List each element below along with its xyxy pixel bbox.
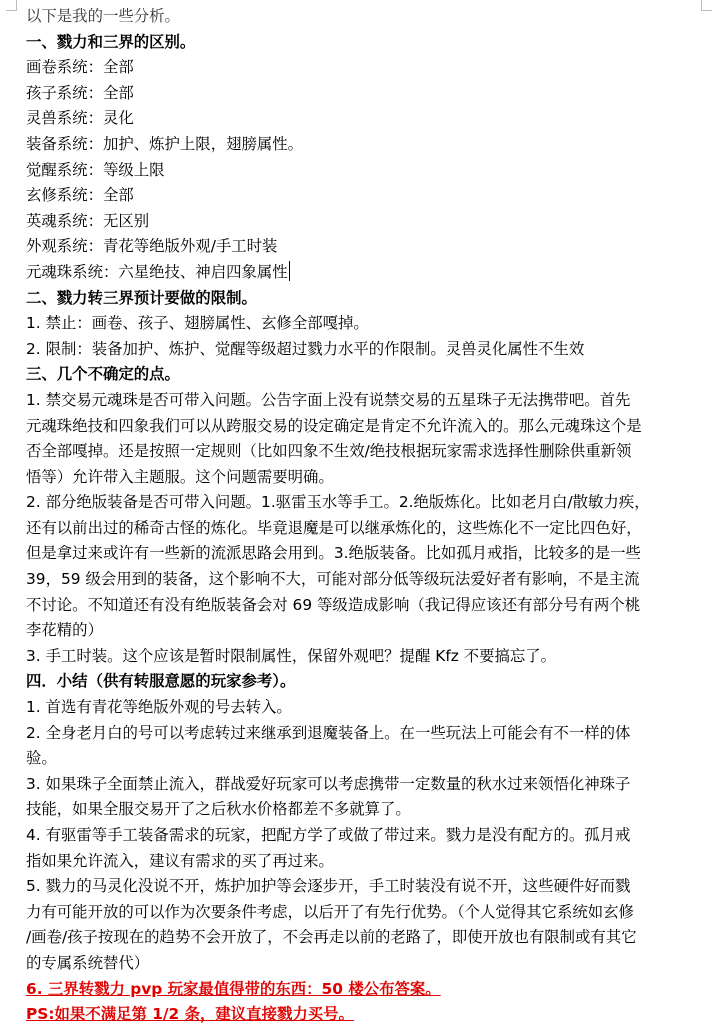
paragraph-line: 验。 — [26, 749, 57, 768]
paragraph-line: 39，59 级会用到的装备，这个影响不大，可能对部分低等级玩法爱好者有影响，不是主流 — [26, 570, 640, 589]
margin-corner-mark-left — [6, 0, 17, 11]
list-item: 装备系统：加护、炼护上限，翅膀属性。 — [26, 134, 304, 153]
paragraph-line: 3. 手工时装。这个应该是暂时限制属性，保留外观吧？提醒 Kfz 不要搞忘了。 — [26, 646, 557, 665]
list-item: 灵兽系统：灵化 — [26, 109, 134, 128]
paragraph-line: 李花精的） — [26, 621, 103, 640]
list-item-text: 元魂珠系统：六星绝技、神启四象属性 — [26, 262, 288, 281]
section-heading: 一、戮力和三界的区别。 — [26, 32, 196, 51]
text-cursor — [289, 261, 290, 281]
paragraph-line: /画卷/孩子按现在的趋势不会开放了，不会再走以前的老路了，即使开放也有限制或有其它 — [26, 928, 637, 947]
paragraph-line: 2. 部分绝版装备是否可带入问题。1.驱雷玉水等手工。2.绝版炼化。比如老月白/散敏力疾， — [26, 493, 650, 512]
list-item: 英魂系统：无区别 — [26, 211, 150, 230]
list-item: 外观系统：青花等绝版外观/手工时装 — [26, 237, 278, 256]
section-heading: 三、几个不确定的点。 — [26, 365, 180, 384]
paragraph-line: 指如果允许流入，建议有需求的买了再过来。 — [26, 851, 334, 870]
list-item-with-cursor — [26, 260, 716, 286]
paragraph-line: 3. 如果珠子全面禁止流入，群战爱好玩家可以考虑携带一定数量的秋水过来领悟化神珠子 — [26, 774, 631, 793]
intro-text: 以下是我的一些分析。 — [26, 7, 180, 25]
paragraph-line: 元魂珠绝技和四象我们可以从跨服交易的设定确定是肯定不允许流入的。那么元魂珠这个是 — [26, 416, 642, 435]
section-heading: 二、戮力转三界预计要做的限制。 — [26, 288, 257, 307]
list-item: 玄修系统：全部 — [26, 186, 134, 205]
paragraph-line: 悟等）允许带入主题服。这个问题需要明确。 — [26, 467, 334, 486]
paragraph-line: 1. 首选有青花等绝版外观的号去转入。 — [26, 698, 292, 717]
highlight-line: 6. 三界转戮力 pvp 玩家最值得带的东西：50 楼公布答案。 — [26, 979, 441, 998]
paragraph-line: 否全部嘎掉。还是按照一定规则（比如四象不生效/绝技根据玩家需求选择性删除供重新领 — [26, 442, 632, 461]
paragraph-line: 还有以前出过的稀奇古怪的炼化。毕竟退魔是可以继承炼化的，这些炼化不一定比四色好， — [26, 518, 642, 537]
paragraph-line: 4. 有驱雷等手工装备需求的玩家，把配方学了或做了带过来。戮力是没有配方的。孤月戒 — [26, 826, 631, 844]
list-item: 画卷系统：全部 — [26, 58, 134, 77]
section-heading: 四．小结（供有转服意愿的玩家参考）。 — [26, 672, 296, 691]
list-item: 孩子系统：全部 — [26, 83, 134, 102]
list-item: 觉醒系统：等级上限 — [26, 160, 165, 179]
paragraph-line: 的专属系统替代） — [26, 953, 150, 972]
paragraph-line: 1. 禁止：画卷、孩子、翅膀属性、玄修全部嘎掉。 — [26, 314, 369, 333]
margin-corner-mark-right — [701, 0, 712, 11]
paragraph-line: 2. 限制：装备加护、炼护、觉醒等级超过戮力水平的作限制。灵兽灵化属性不生效 — [26, 339, 585, 358]
paragraph-line: 不讨论。不知道还有没有绝版装备会对 69 等级造成影响（我记得应该还有部分号有两个桃 — [26, 595, 641, 614]
paragraph-line: 5. 戮力的马灵化没说不开，炼护加护等会逐步开，手工时装没有说不开，这些硬件好而戮 — [26, 877, 631, 896]
paragraph-line: 力有可能开放的可以作为次要条件考虑，以后开了有先行优势。（个人觉得其它系统如玄修 — [26, 902, 634, 921]
paragraph-line: 但是拿过来或许有一些新的流派思路会用到。3.绝版装备。比如孤月戒指，比较多的是一些 — [26, 544, 641, 563]
paragraph-line: 1. 禁交易元魂珠是否可带入问题。公告字面上没有说禁交易的五星珠子无法携带吧。首先 — [26, 390, 631, 409]
postscript-line: PS:如果不满足第 1/2 条，建议直接戮力买号。 — [26, 1005, 354, 1024]
paragraph-line: 2. 全身老月白的号可以考虑转过来继承到退魔装备上。在一些玩法上可能会有不一样的体 — [26, 723, 631, 742]
paragraph-line: 技能，如果全服交易开了之后秋水价格都差不多就算了。 — [26, 800, 411, 819]
